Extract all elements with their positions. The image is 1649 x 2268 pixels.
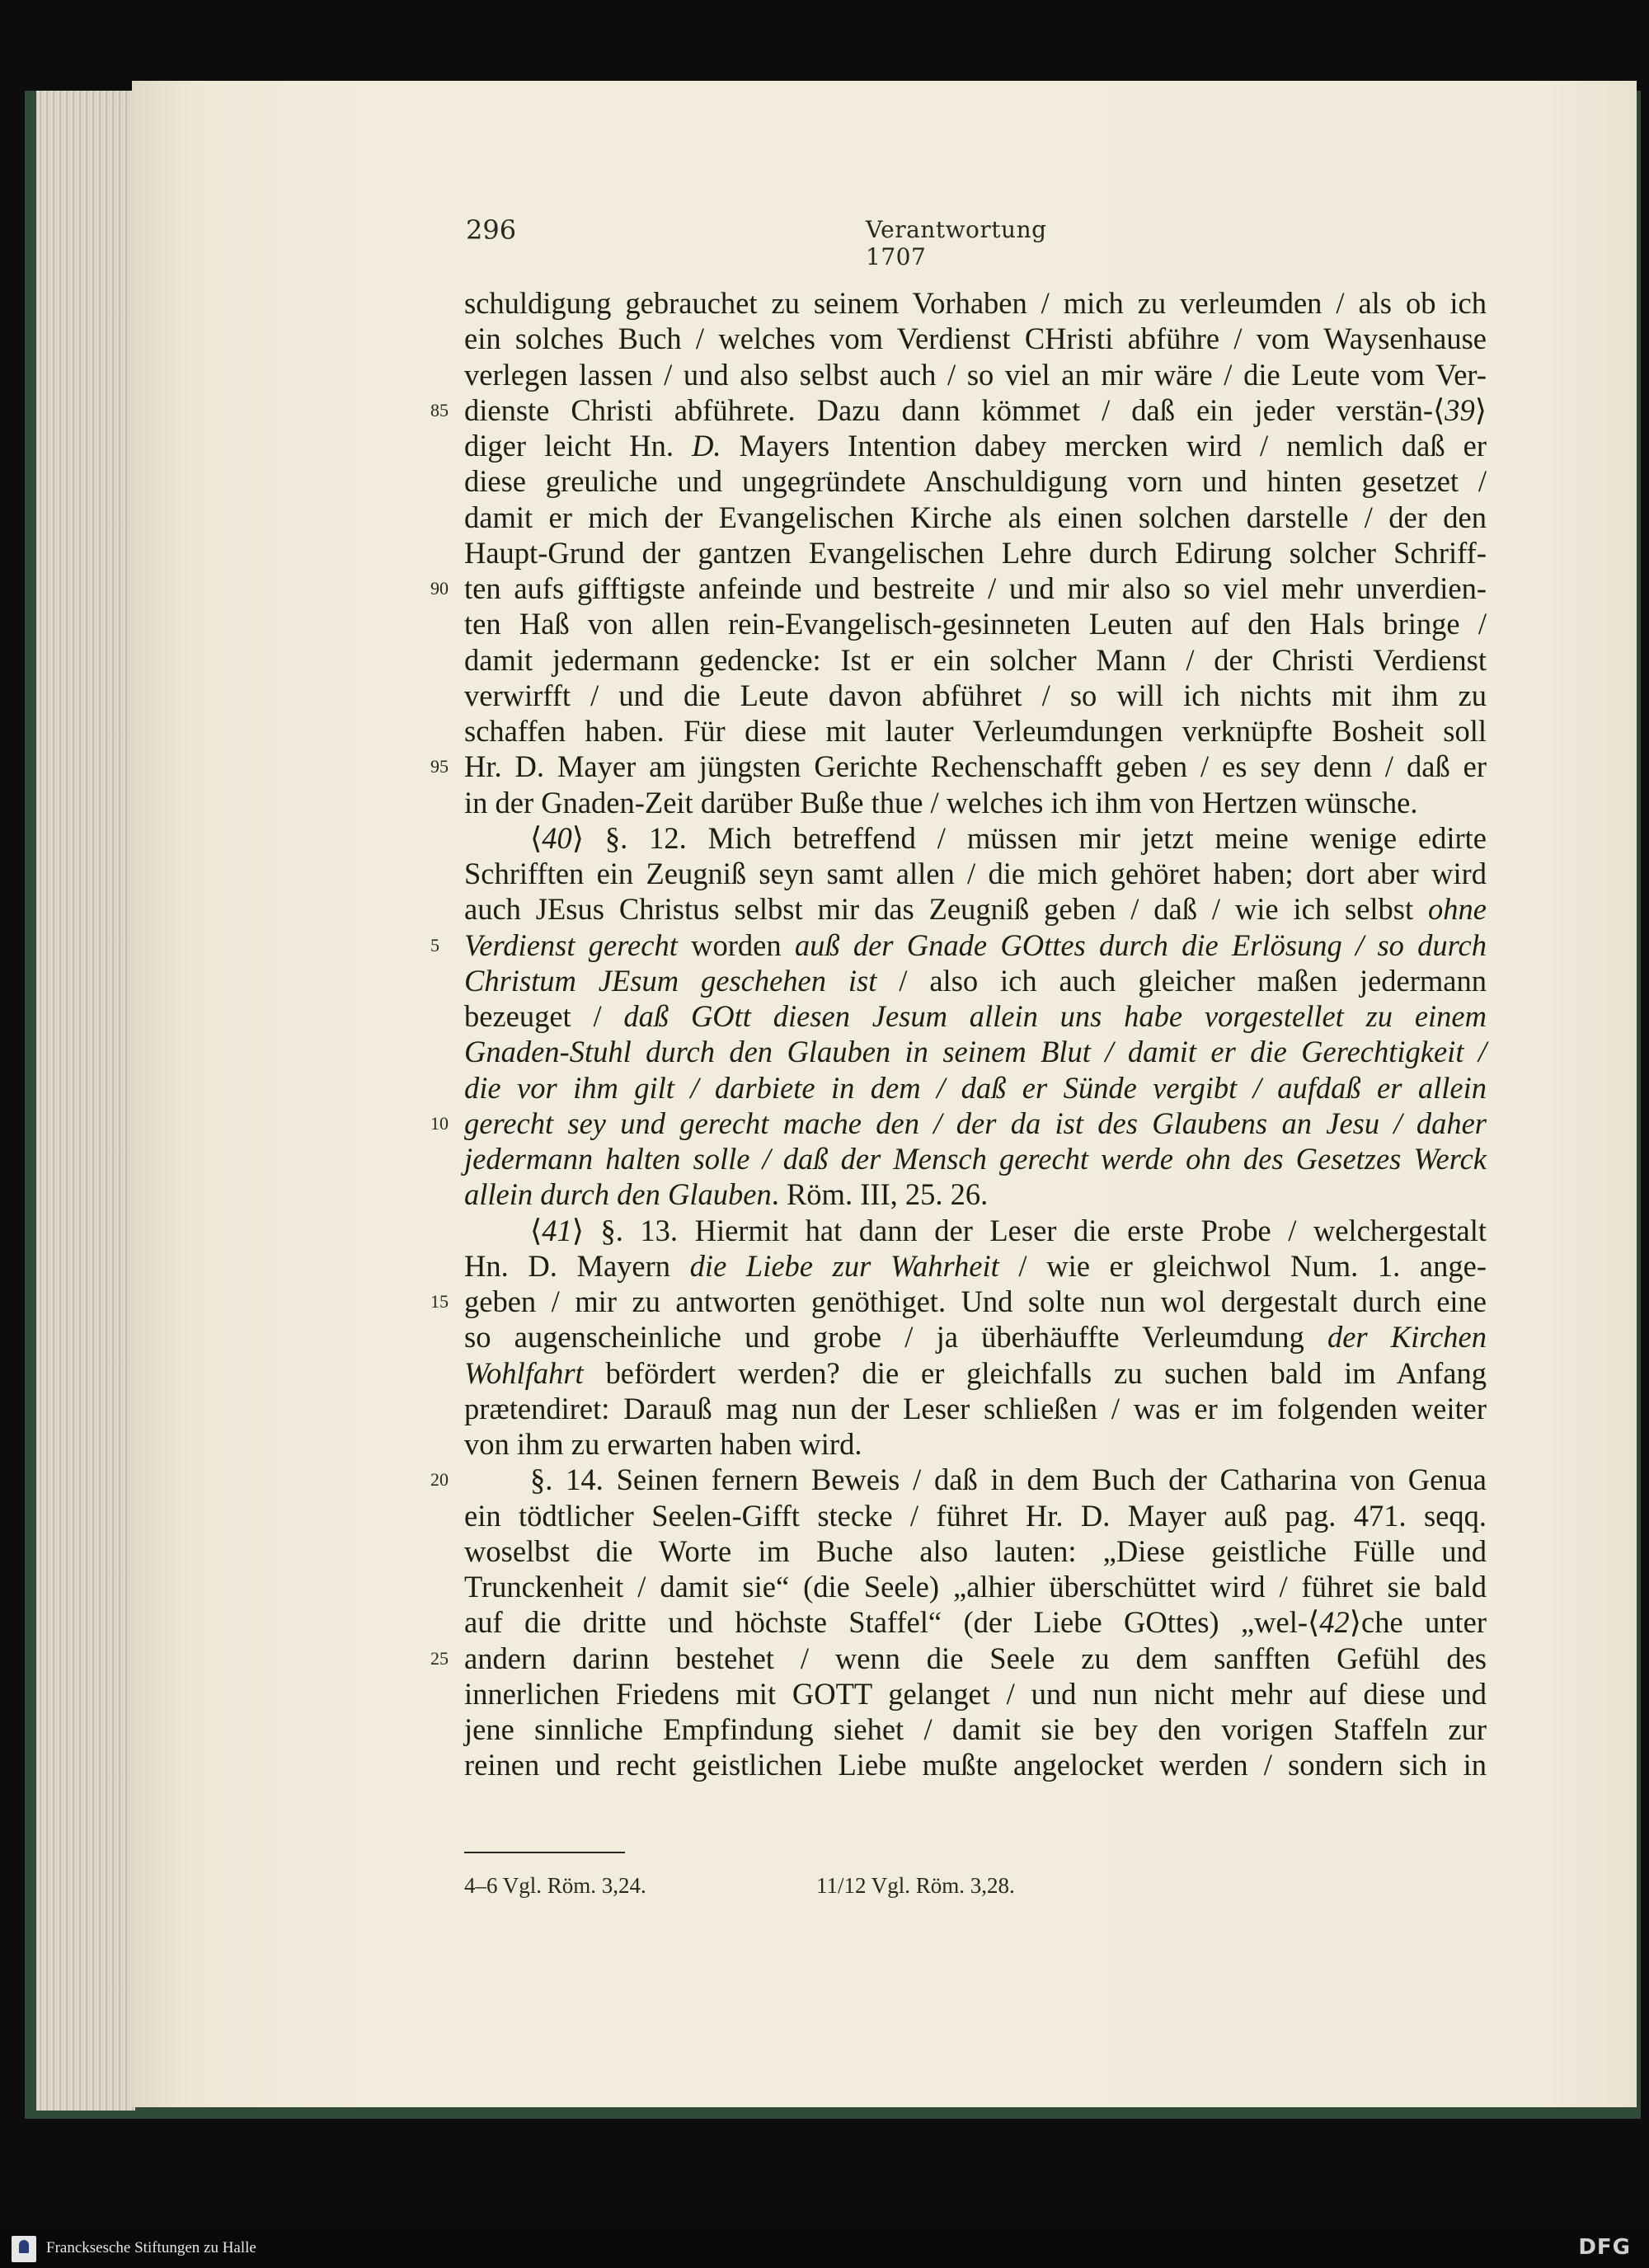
italic-text: daß GOtt diesen Jesum allein uns habe vorgestellet zu einem — [623, 999, 1487, 1033]
italic-text: 41 — [542, 1213, 572, 1247]
text-line — [464, 1640, 1487, 1678]
text-line — [464, 1497, 1487, 1535]
text-line — [464, 1711, 1487, 1749]
line-number: 5 — [430, 934, 439, 956]
text-line — [464, 1461, 1487, 1499]
page-header — [466, 214, 1092, 270]
dfg-logo: DFG — [1578, 2235, 1631, 2260]
line-number: 25 — [430, 1647, 449, 1669]
text-segment: / also ich auch gleicher maßen jedermann — [876, 963, 1487, 998]
italic-text: 42 — [1319, 1605, 1350, 1640]
italic-text: D. — [692, 429, 721, 463]
text-segment: damit er mich der Evangelischen Kirche als einen solchen darstelle / der den — [464, 500, 1487, 534]
text-line — [464, 962, 1487, 1000]
text-line — [464, 998, 1487, 1035]
text-segment: andern darinn bestehet / wenn die Seele zu dem sanfften Gefühl des — [464, 1641, 1487, 1675]
text-line — [464, 1069, 1487, 1107]
text-line — [464, 1318, 1487, 1356]
text-line — [464, 677, 1487, 715]
text-segment: ten Haß von allen rein-Evangelisch-gesinneten Leuten auf den Hals bringe / — [464, 607, 1487, 641]
text-line — [464, 855, 1487, 893]
line-number: 95 — [430, 756, 449, 777]
text-line — [464, 392, 1487, 430]
text-line — [464, 1105, 1487, 1143]
page-edges — [36, 91, 135, 2111]
text-segment: von ihm zu erwarten haben wird. — [464, 1427, 862, 1461]
text-line — [464, 748, 1487, 786]
italic-text: Christum JEsum geschehen ist — [464, 963, 877, 998]
line-number: 10 — [430, 1112, 449, 1134]
text-segment: ⟩ §. 13. Hiermit hat dann der Leser die erste Probe / welchergestalt — [571, 1213, 1487, 1247]
text-line — [464, 1247, 1487, 1285]
text-line — [464, 284, 1487, 322]
text-segment: reinen und recht geistlichen Liebe mußte angelocket werden / sondern sich in — [464, 1748, 1487, 1782]
text-line — [464, 927, 1487, 965]
text-segment: woselbst die Worte im Buche also lauten: „Diese geistliche Fülle und — [464, 1533, 1487, 1568]
italic-text: auß der Gnade GOttes durch die Erlösung / so durch — [794, 927, 1487, 962]
text-segment: ⟩ — [1474, 392, 1487, 427]
text-line — [464, 570, 1487, 608]
footnote: 11/12 Vgl. Röm. 3,28. — [816, 1873, 1015, 1898]
text-line — [464, 1675, 1487, 1713]
italic-text: die Liebe zur Wahrheit — [689, 1248, 999, 1283]
italic-text: ohne — [1428, 892, 1487, 927]
text-segment: ⟨ — [530, 1213, 543, 1247]
text-segment: befördert werden? die er gleichfalls zu suchen bald im Anfang — [583, 1355, 1487, 1390]
italic-text: der Kirchen — [1327, 1320, 1487, 1355]
text-line — [464, 1355, 1487, 1392]
text-segment: ten aufs gifftigste anfeinde und bestreite / und mir also so viel mehr unverdien- — [464, 571, 1487, 605]
footnote-rule — [464, 1852, 625, 1853]
italic-text: Gnaden-Stuhl durch den Glauben in seinem Blut / damit er die Gerechtigkeit / — [464, 1035, 1487, 1069]
text-segment: bezeuget / — [464, 999, 624, 1033]
text-segment: damit jedermann gedencke: Ist er ein solcher Mann / der Christi Verdienst — [464, 642, 1487, 677]
institution-logo-icon — [12, 2236, 36, 2262]
italic-text: 39 — [1445, 392, 1475, 427]
text-segment: verwirfft / und die Leute davon abführet / so will ich nichts mit ihm zu — [464, 678, 1487, 712]
page-number: 296 — [466, 214, 517, 246]
text-segment: Trunckenheit / damit sie“ (die Seele) „alhier überschüttet wird / führet sie bald — [464, 1570, 1487, 1604]
text-segment: geben / mir zu antworten genöthiget. Und solte nun wol dergestalt durch eine — [464, 1284, 1487, 1318]
text-line — [464, 1390, 1487, 1428]
text-segment: prætendiret: Darauß mag nun der Leser schließen / was er im folgenden weiter — [464, 1391, 1487, 1425]
institution-name: Francksesche Stiftungen zu Halle — [46, 2239, 256, 2256]
text-line — [464, 356, 1487, 394]
italic-text: jedermann halten solle / daß der Mensch gerecht werde ohn des Gesetzes Werck — [464, 1142, 1487, 1176]
text-segment: Hn. D. Mayern — [464, 1248, 690, 1283]
text-segment: Schrifften ein Zeugniß seyn samt allen / die mich gehöret haben; dort aber wird — [464, 857, 1487, 890]
text-segment: §. 14. Seinen fernern Beweis / daß in dem Buch der Catharina von Genua — [530, 1463, 1487, 1497]
text-segment: ⟩che unter — [1349, 1605, 1487, 1640]
text-line — [464, 463, 1487, 500]
text-line — [464, 1568, 1487, 1606]
text-segment: so augenscheinliche und grobe / ja überhäuffte Verleumdung — [464, 1320, 1327, 1355]
text-segment: dienste Christi abführete. Dazu dann kömmet / daß ein jeder verstän-⟨ — [464, 392, 1445, 427]
text-line — [464, 784, 1487, 822]
italic-text: Verdienst gerecht — [464, 927, 678, 962]
text-line — [464, 1140, 1487, 1178]
italic-text: die vor ihm gilt / darbiete in dem / daß er Sünde vergibt / aufdaß er allein — [464, 1070, 1487, 1105]
line-number: 85 — [430, 399, 449, 420]
text-line — [464, 320, 1487, 358]
running-title: Verantwortung 1707 — [866, 216, 1047, 270]
text-line — [464, 641, 1487, 679]
line-number: 20 — [430, 1469, 449, 1491]
text-line — [464, 1533, 1487, 1571]
italic-text: 40 — [542, 820, 572, 855]
text-line — [464, 1604, 1487, 1641]
text-segment: auf die dritte und höchste Staffel“ (der Liebe GOttes) „wel-⟨ — [464, 1605, 1320, 1640]
text-line — [464, 1033, 1487, 1071]
text-segment: jene sinnliche Empfindung siehet / damit sie bey den vorigen Staffeln zur — [464, 1712, 1487, 1746]
text-segment: innerlichen Friedens mit GOTT gelanget / und nun nicht mehr auf diese und — [464, 1676, 1487, 1711]
italic-text: Wohlfahrt — [464, 1355, 584, 1390]
text-segment: auch JEsus Christus selbst mir das Zeugniß geben / daß / wie ich selbst — [464, 892, 1429, 927]
line-number: 90 — [430, 578, 449, 599]
text-line — [464, 890, 1487, 928]
italic-text: allein durch den Glauben — [464, 1177, 772, 1212]
text-segment: . Röm. III, 25. 26. — [771, 1177, 989, 1212]
text-line — [464, 712, 1487, 750]
text-line — [464, 605, 1487, 643]
text-line — [464, 1746, 1487, 1784]
text-segment: in der Gnaden-Zeit darüber Buße thue / welches ich ihm von Hertzen wünsche. — [464, 785, 1418, 819]
text-line — [464, 1212, 1487, 1250]
text-segment: diger leicht Hn. — [464, 429, 693, 463]
text-segment: ⟨ — [530, 820, 543, 855]
text-line — [464, 1176, 1487, 1214]
text-segment: schaffen haben. Für diese mit lauter Verleumdungen verknüpfte Bosheit soll — [464, 714, 1487, 748]
text-line — [464, 534, 1487, 572]
text-segment: diese greuliche und ungegründete Anschuldigung vorn und hinten gesetzet / — [464, 464, 1487, 499]
text-segment: / wie er gleichwol Num. 1. ange- — [998, 1248, 1487, 1283]
text-line — [464, 499, 1487, 537]
text-segment: ein solches Buch / welches vom Verdienst CHristi abführe / vom Waysenhause — [464, 322, 1487, 356]
text-segment: Haupt-Grund der gantzen Evangelischen Lehre durch Edirung solcher Schriff- — [464, 535, 1487, 570]
footnote: 4–6 Vgl. Röm. 3,24. — [464, 1873, 646, 1898]
text-line — [464, 819, 1487, 857]
text-segment: Mayers Intention dabey mercken wird / nemlich daß er — [721, 429, 1487, 463]
text-segment: Hr. D. Mayer am jüngsten Gerichte Rechenschafft geben / es sey denn / daß er — [464, 749, 1487, 784]
text-segment: worden — [677, 927, 795, 962]
text-segment: ein tödtlicher Seelen-Gifft stecke / führet Hr. D. Mayer auß pag. 471. seqq. — [464, 1498, 1487, 1533]
text-segment: ⟩ §. 12. Mich betreffend / müssen mir jetzt meine wenige edirte — [571, 820, 1487, 855]
text-segment: schuldigung gebrauchet zu seinem Vorhaben / mich zu verleumden / als ob ich — [464, 286, 1487, 320]
text-line — [464, 1283, 1487, 1321]
italic-text: gerecht sey und gerecht mache den / der da ist des Glaubens an Jesu / daher — [464, 1106, 1487, 1140]
text-line — [464, 1425, 1487, 1463]
text-line — [464, 427, 1487, 465]
text-segment: verlegen lassen / und also selbst auch / so viel an mir wäre / die Leute vom Ver- — [464, 357, 1487, 392]
line-number: 15 — [430, 1291, 449, 1312]
